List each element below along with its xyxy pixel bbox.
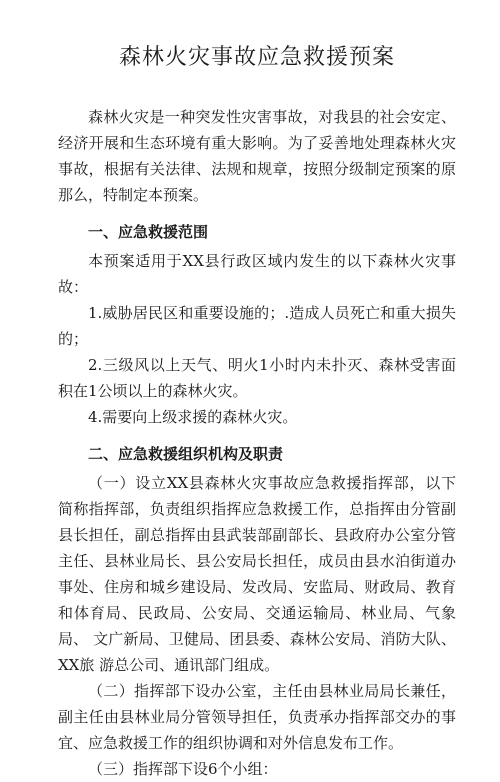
list-item: 1.威胁居民区和重要设施的；.造成人员死亡和重大损失的； (58, 304, 456, 348)
section-scope (58, 218, 456, 430)
document-title: 森林火灾事故应急救援预案 (118, 45, 395, 70)
section-heading: 一、应急救援范围 (88, 223, 209, 241)
intro-paragraph: 森林火灾是一种突发性灾害事故，对我县的社会安定、 经济开展和生态环境有重大影响。为了妥善地处理森林火灾 事故，根据有关法律、法规和规章，按照分级制定预案的原 那么，特制定本预案。 (58, 108, 456, 204)
list-item: （三）指挥部下设6个小组： (88, 760, 278, 778)
list-item: 4.需要向上级求援的森林火灾。 (88, 408, 298, 426)
section-heading: 二、应急救援组织机构及职责 (88, 445, 284, 463)
section-organization (58, 440, 456, 782)
list-item: （二）指挥部下设办公室，主任由县林业局局长兼任， 副主任由县林业局分管领导担任，负责承办指挥部交办的事 宜、应急救援工作的组织协调和对外信息发布工作。 (58, 682, 456, 752)
list-item: （一）设立XX县森林火灾事故应急救援指挥部，以下 简称指挥部，负责组织指挥应急救援工作，总指挥由分管副 县长担任，副总指挥由县武装部副部长、县政府办公室分管 主任、县林业局长、县公安局长担任，成员由县水泊街道办 事处、住房和城乡建设局、发改局、安监局、财政局、教育 和体育局、民政局、公安局、交通运输局、林业局、气象局、 文广新局、卫健局、团县委、森林公安局、消防大队、XX旅 游总公司、通讯部门组成。 (58, 474, 456, 674)
section-lead: 本预案适用于XX县行政区域内发生的以下森林火灾事 故： (58, 252, 456, 296)
list-item: 2.三级风以上天气、明火1小时内未扑灭、森林受害面 积在1公顷以上的森林火灾。 (58, 356, 456, 400)
spacer (58, 430, 456, 436)
spacer (58, 208, 456, 214)
